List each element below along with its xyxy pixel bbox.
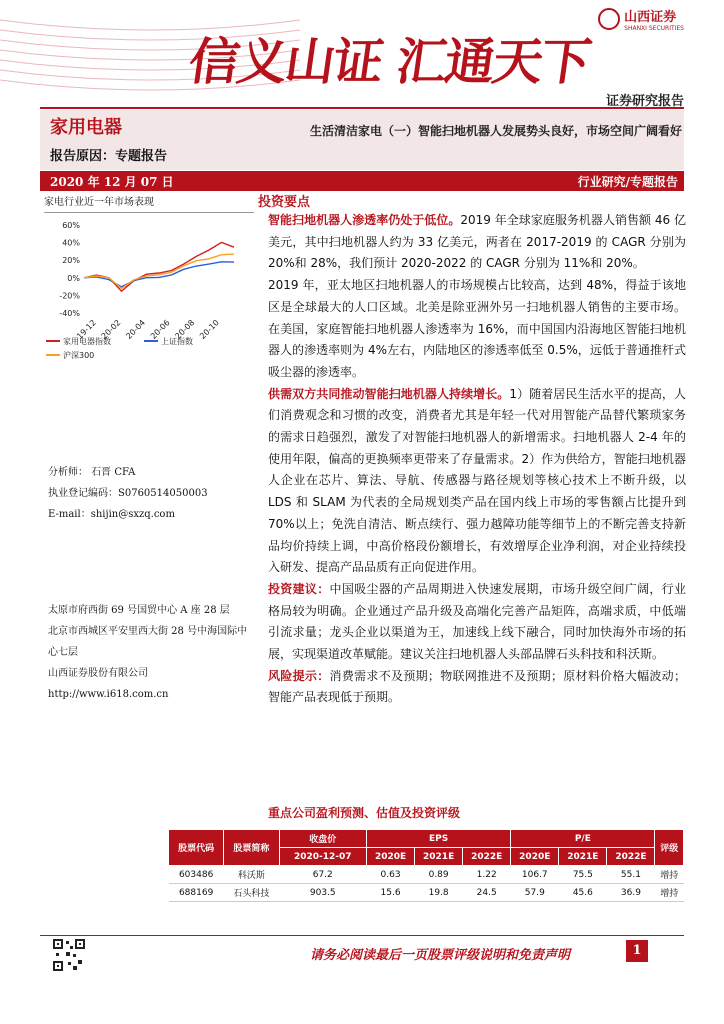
analyst-name: 分析师： 石晋 CFA — [48, 467, 136, 478]
x-tick-label: 20-06 — [148, 318, 172, 341]
report-category: 行业研究/专题报告 — [577, 174, 678, 189]
y-tick-label: 60% — [62, 221, 80, 230]
col-rating: 评级 — [655, 830, 684, 866]
y-tick-label: 0% — [67, 273, 80, 283]
col-year: 2022E — [607, 848, 655, 866]
x-tick-label: 20-10 — [198, 318, 221, 341]
address-line2: 北京市西城区平安里西大街 28 号中海国际中心七层 — [48, 626, 248, 658]
table-row: 688169 石头科技 903.5 15.6 19.8 24.5 57.9 45.6 36.9 增持 — [169, 884, 684, 902]
analyst-license: 执业登记编码：S0760514050003 — [48, 488, 208, 499]
address-info — [48, 600, 248, 705]
col-year: 2021E — [559, 848, 607, 866]
legend-label: 上证指数 — [161, 337, 193, 346]
x-tick-label: 20-02 — [99, 318, 123, 341]
brand — [598, 6, 684, 32]
slogan: 信义山证 汇通天下 — [185, 33, 593, 91]
paragraph-advice: 投资建议：中国吸尘器的产品周期进入快速发展期，市场升级空间广阔，行业格局较为明确。企业通过产品升级及高端化完善产品矩阵，高端求质，中低端引流求量；龙头企业以渠道为王，加速线上线下融合，同时加快海外市场的拓展，实现渠道改革赋能。建议关注扫地机器人头部品牌石头科技和科沃斯。 — [268, 581, 686, 662]
col-pe: P/E — [511, 830, 655, 848]
qr-code-icon — [52, 938, 86, 972]
paragraph-penetration: 智能扫地机器人渗透率仍处于低位。2019 年全球家庭服务机器人销售额 46 亿美元，其中扫地机器人约为 33 亿美元，两者在 2017-2019 的 CAGR 分别为 20%和 28%，我们预计 2020-2022 的 CAGR 分别为 11%和 20%。 — [268, 213, 686, 271]
legend-label: 家用电器指数 — [63, 337, 111, 346]
analyst-info — [48, 462, 208, 525]
x-tick-label: 20-04 — [124, 318, 148, 341]
paragraph-region: 2019 年，亚太地区扫地机器人的市场规模占比较高，达到 48%，得益于该地区是全球最大的人口区域。北美是除亚洲外另一扫地机器人销售的主要市场。在美国，家庭智能扫地机器人渗透率为 16%，而中国国内沿海地区智能扫地机器人的渗透率则为 4%左右，内陆地区的渗透率低至 0.5%，远低于普通推杆式吸尘器的渗透率。 — [268, 278, 686, 379]
page-number: 1 — [626, 940, 648, 962]
report-date: 2020 年 12 月 07 日 — [50, 174, 174, 189]
series-line — [84, 242, 234, 291]
paragraph-risk: 风险提示：消费需求不及预期；物联网推进不及预期；原材料价格大幅波动；智能产品表现低于预期。 — [268, 668, 686, 705]
chart-title: 家电行业近一年市场表现 — [44, 193, 254, 213]
y-tick-label: -20% — [59, 291, 80, 301]
table-row: 603486 科沃斯 67.2 0.63 0.89 1.22 106.7 75.5 55.1 增持 — [169, 866, 684, 884]
header-banner — [0, 0, 724, 110]
footer-divider — [40, 935, 684, 936]
section-heading: 投资要点 — [258, 195, 311, 210]
date-bar — [40, 171, 684, 191]
series-line — [84, 254, 234, 288]
logo-icon — [598, 8, 620, 30]
col-code: 股票代码 — [169, 830, 224, 866]
address-line1: 太原市府西街 69 号国贸中心 A 座 28 层 — [48, 605, 230, 616]
y-tick-label: 40% — [62, 238, 80, 248]
table-heading: 重点公司盈利预测、估值及投资评级 — [268, 806, 461, 820]
y-tick-label: 20% — [62, 256, 80, 266]
y-tick-label: -40% — [59, 309, 80, 318]
col-year: 2022E — [463, 848, 511, 866]
col-year: 2020E — [367, 848, 415, 866]
col-price-date: 2020-12-07 — [279, 848, 366, 866]
brand-en: SHANXI SECURITIES — [624, 25, 684, 32]
report-title: 生活清洁家电（一）智能扫地机器人发展势头良好，市场空间广阔看好 — [309, 124, 682, 138]
col-year: 2020E — [511, 848, 559, 866]
market-chart — [44, 213, 254, 373]
col-name: 股票简称 — [224, 830, 279, 866]
paragraph-drivers: 供需双方共同推动智能扫地机器人持续增长。1）随着居民生活水平的提高，人们消费观念和习惯的改变，消费者尤其是年轻一代对用智能产品替代繁琐家务的需求日趋强烈，激发了对智能扫地机器人的新增需求。扫地机器人 2-4 年的使用年限，偏高的更换频率更带来了存量需求。2）作为供给方，智能扫地机器人企业在芯片、算法、导航、传感器与路径规划等核心技术上不断升级，以 LDS 和 SLAM 为代表的全局规划类产品在国内线上市场的零售额占比提升到 70%以上；免洗自清洁、断点续行、强力越障功能等细节上的不断完善支持新品均价持续上调，中高价格段份额增长，有效增厚企业净利润，对企业持续投入研发、提高产品品质有正向促进作用。 — [268, 386, 686, 575]
website-link[interactable]: http://www.i618.com.cn — [48, 689, 169, 700]
sector-label: 家用电器 — [50, 117, 122, 138]
report-type: 证券研究报告 — [605, 94, 684, 109]
company-name: 山西证券股份有限公司 — [48, 668, 148, 679]
report-reason: 报告原因：专题报告 — [50, 149, 168, 164]
analyst-email: E-mail：shijin@sxzq.com — [48, 509, 175, 520]
legend-label: 沪深300 — [63, 351, 95, 360]
col-year: 2021E — [415, 848, 463, 866]
col-price: 收盘价 — [279, 830, 366, 848]
x-tick-label: 19-12 — [75, 318, 98, 341]
brand-name: 山西证券 — [624, 10, 677, 25]
disclaimer: 请务必阅读最后一页股票评级说明和免责声明 — [310, 948, 571, 963]
forecast-table — [168, 829, 684, 902]
left-column — [44, 193, 254, 377]
summary-body — [268, 210, 686, 709]
x-tick-label: 20-08 — [173, 318, 197, 341]
col-eps: EPS — [367, 830, 511, 848]
